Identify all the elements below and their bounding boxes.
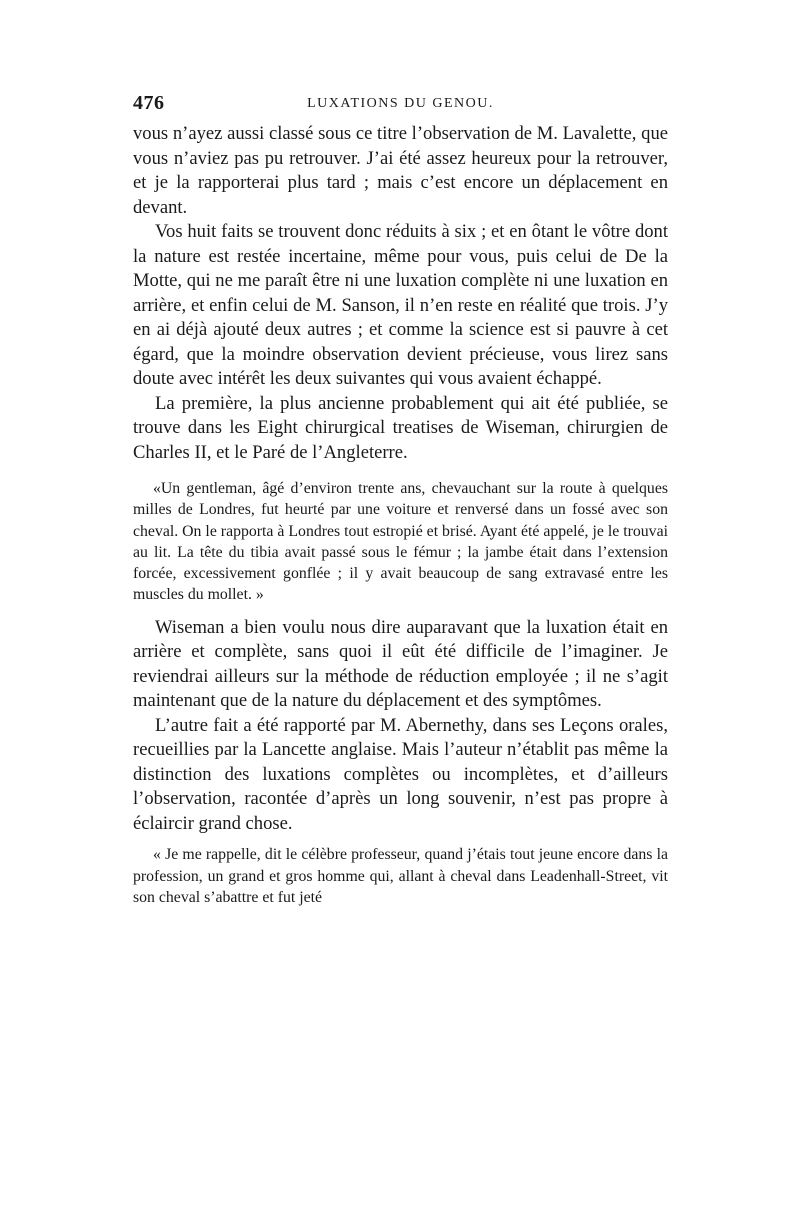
quote-text: « Je me rappelle, dit le célèbre professeur, quand j’étais tout jeune encore dans la profession, un grand et gros homme qui, allant à cheval dans Leadenhall-Street, vit son cheval s’abattre et fut jeté: [133, 846, 668, 906]
paragraph: La première, la plus ancienne probablement qui ait été publiée, se trouve dans les Eight chirurgical treatises de Wiseman, chirurgien de Charles II, et le Paré de l’Angleterre.: [133, 392, 668, 463]
running-title: LUXATIONS DU GENOU.: [307, 96, 494, 111]
paragraph: L’autre fait a été rapporté par M. Abernethy, dans ses Leçons orales, recueillies par la Lancette anglaise. Mais l’auteur n’établit pas même la distinction des luxations complètes ou incomplètes, et d’ailleurs l’observation, racontée d’après un long souvenir, n’est pas propre à éclaircir grand chose.: [133, 714, 668, 834]
main-text: [133, 122, 668, 465]
main-text-2: [133, 616, 668, 837]
paragraph: Vos huit faits se trouvent donc réduits à six ; et en ôtant le vôtre dont la nature est restée incertaine, même pour vous, puis celui de De la Motte, qui ne me paraît être ni une luxation complète ni une luxation en arrière, et enfin celui de M. Sanson, il n’en reste en réalité que trois. J’y en ai déjà ajouté deux autres ; et comme la science est si pauvre à cet égard, que la moindre observation devient précieuse, vous lirez sans doute avec intérêt les deux suivantes qui vous avaient échappé.: [133, 221, 668, 389]
paragraph: Wiseman a bien voulu nous dire auparavant que la luxation était en arrière et complète, sans quoi il eût été difficile de l’imaginer. Je reviendrai ailleurs sur la méthode de réduction employée ; il ne s’agit maintenant que de la nature du déplacement et des symptômes.: [133, 616, 668, 712]
quote-text: «Un gentleman, âgé d’environ trente ans, chevauchant sur la route à quelques milles de Londres, fut heurté par une voiture et renversé dans un fossé avec son cheval. On le rapporta à Londres tout estropié et brisé. Ayant été appelé, je le trouvai au lit. La tête du tibia avait passé sous le fémur ; la jambe était dans l’extension forcée, excessivement gonflée ; il y avait beaucoup de sang extravasé entre les muscles du mollet. »: [133, 480, 668, 604]
page-header: [133, 92, 668, 122]
block-quote-abernethy: [133, 844, 668, 908]
book-page: [133, 92, 668, 908]
paragraph-continued: vous n’ayez aussi classé sous ce titre l’observation de M. Lavalette, que vous n’aviez pas pu retrouver. J’ai été assez heureux pour la retrouver, et je la rapporterai plus tard ; mais c’est encore un déplacement en devant.: [133, 123, 668, 218]
page-number: 476: [133, 92, 165, 114]
block-quote-wiseman: [133, 478, 668, 606]
